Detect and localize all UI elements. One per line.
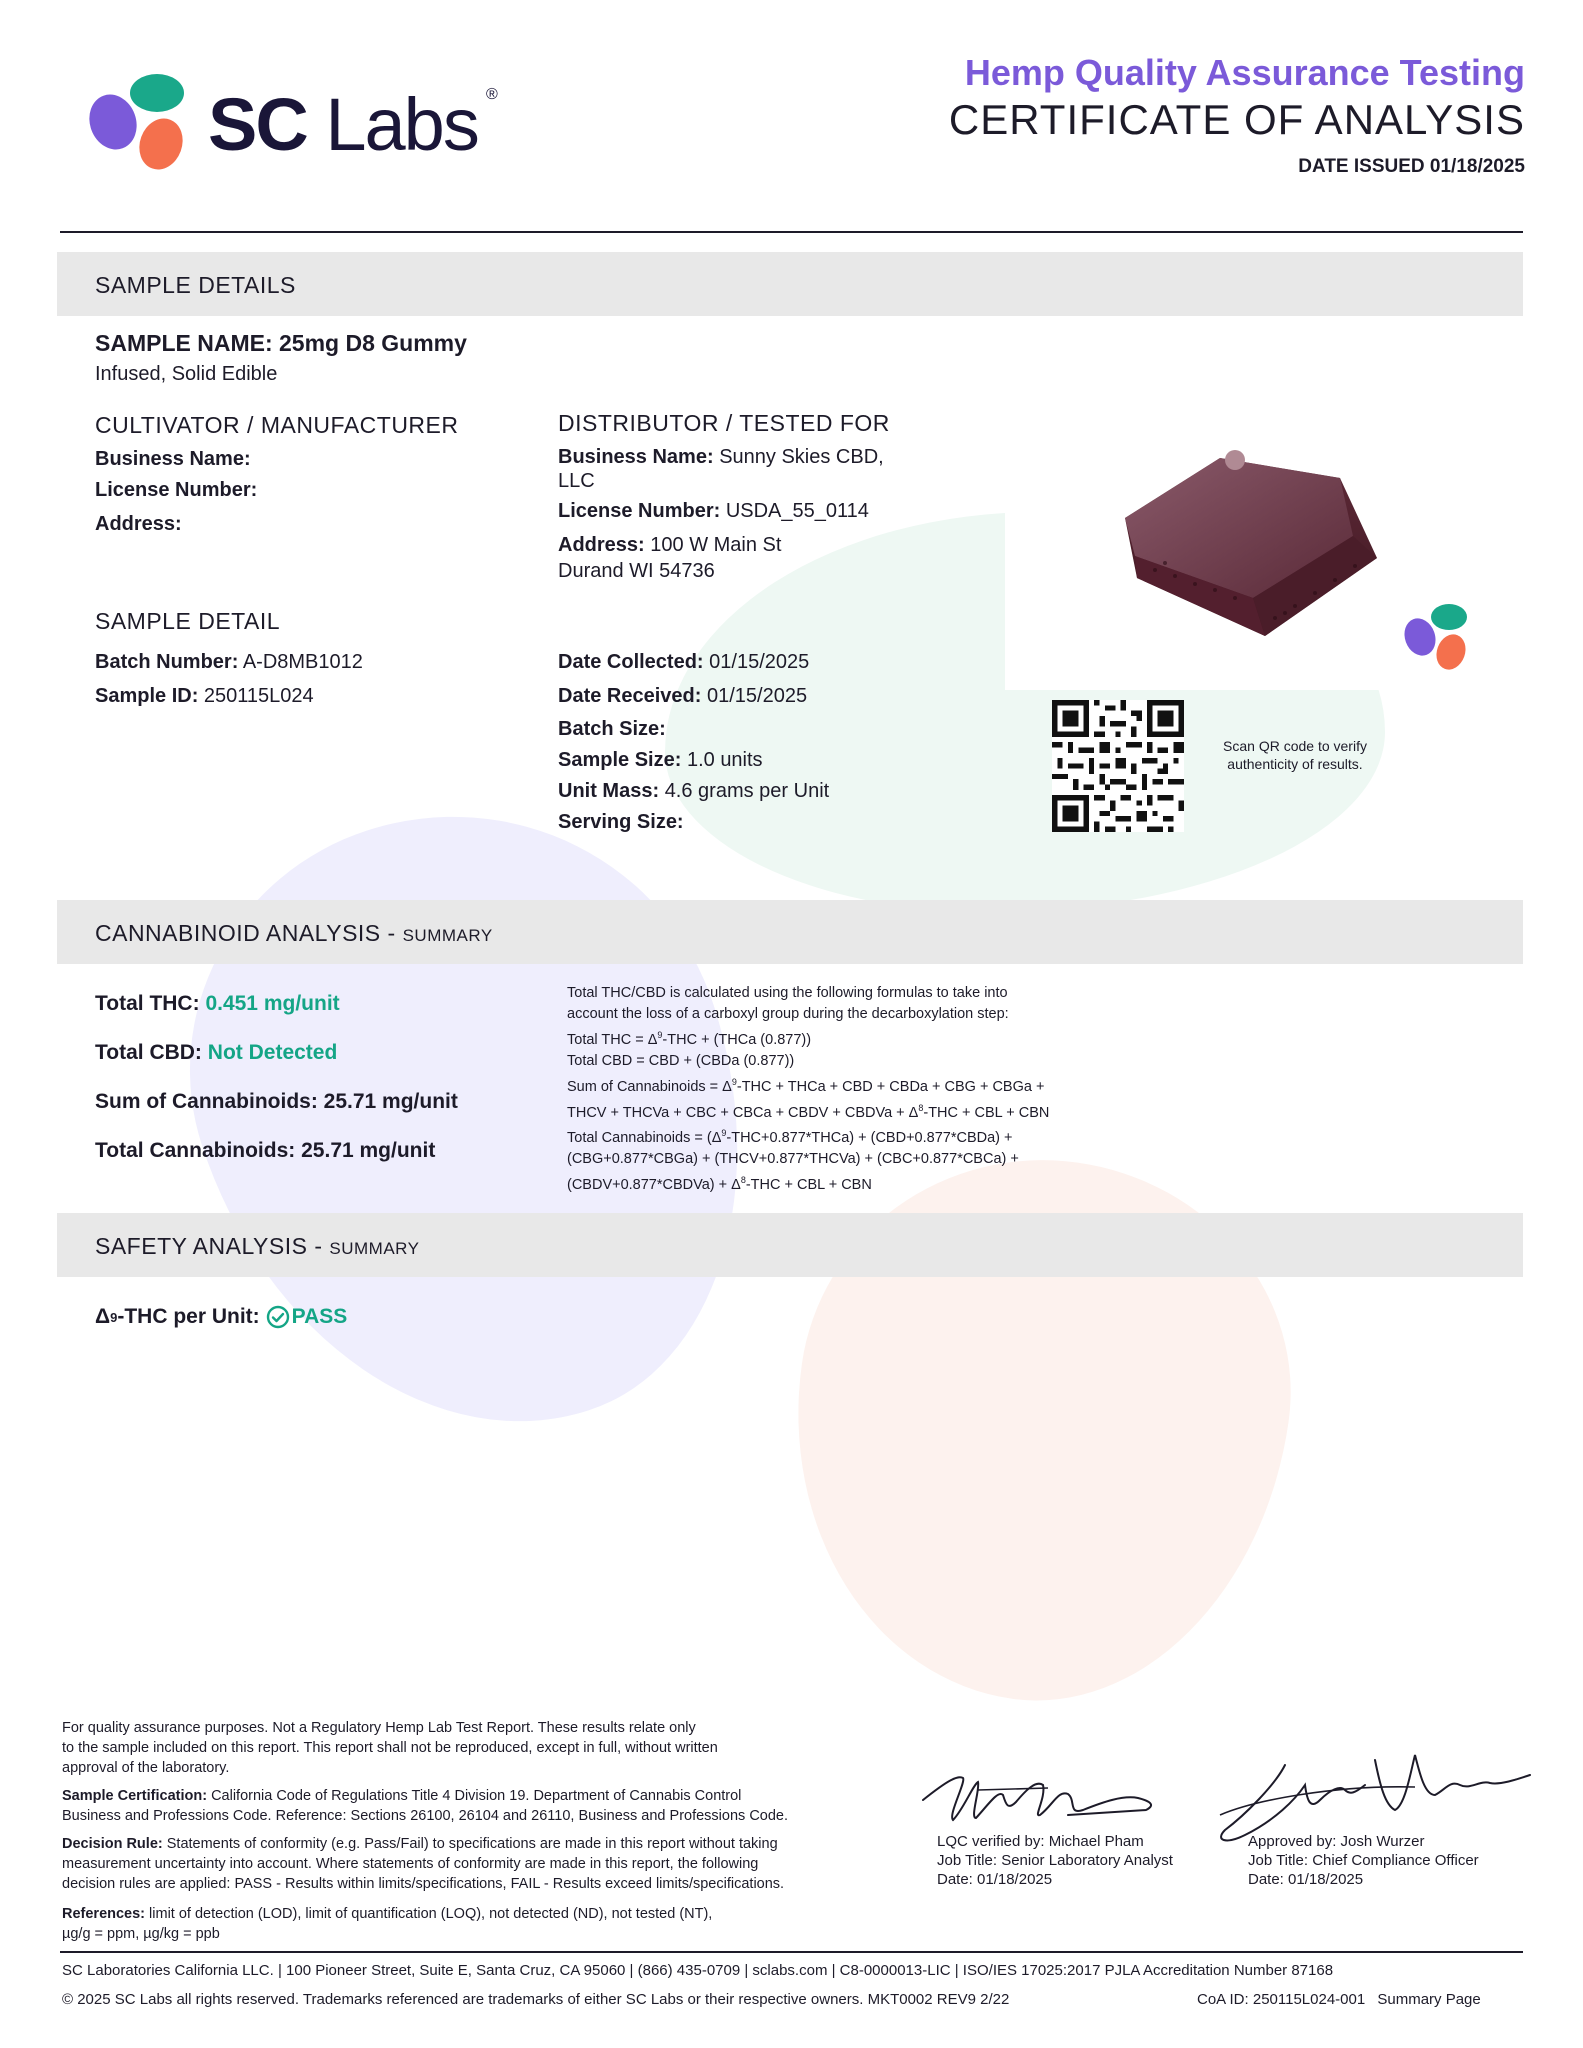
date-collected: Date Collected: 01/15/2025 bbox=[558, 651, 810, 673]
cultivator-address: Address: bbox=[95, 513, 182, 535]
copyright: © 2025 SC Labs all rights reserved. Trademarks referenced are trademarks of either SC Labs or their respective owners. MKT0002 REV9 2/22 bbox=[62, 1991, 1010, 2008]
distributor-license-number: License Number: USDA_55_0114 bbox=[558, 500, 869, 522]
sample-name: SAMPLE NAME: 25mg D8 Gummy bbox=[95, 330, 467, 356]
logo-mark-teal-dot bbox=[1431, 604, 1467, 630]
distributor-address: Address: 100 W Main St Durand WI 54736 bbox=[558, 534, 782, 582]
safety-analysis-bar bbox=[57, 1213, 1523, 1277]
qa-disclaimer: For quality assurance purposes. Not a Regulatory Hemp Lab Test Report. These results relate only to the sample included on this report. This report shall not be reproduced, except in full, without written approval of the laboratory. bbox=[62, 1720, 718, 1776]
company-info: SC Laboratories California LLC. | 100 Pioneer Street, Suite E, Santa Cruz, CA 95060 | (866) 435-0709 | sclabs.com | C8-0000013-LIC | ISO/IES 17025:2017 PJLA Accreditation Number 87168 bbox=[62, 1962, 1334, 1979]
header-subtitle: Hemp Quality Assurance Testing bbox=[964, 52, 1525, 93]
coa-id-line bbox=[1197, 1991, 1481, 2008]
cannabinoid-analysis-bar bbox=[57, 900, 1523, 964]
sc-labs-logo bbox=[90, 72, 520, 172]
unit-mass: Unit Mass: 4.6 grams per Unit bbox=[558, 780, 830, 802]
footer-divider bbox=[60, 1951, 1523, 1953]
pass-status: PASS bbox=[291, 1305, 348, 1328]
lqc-signatory: LQC verified by: Michael Pham Job Title: Senior Laboratory Analyst Date: 01/18/2025 bbox=[937, 1833, 1173, 1888]
date-issued: DATE ISSUED 01/18/2025 bbox=[1298, 156, 1525, 177]
cultivator-license-number: License Number: bbox=[95, 479, 258, 501]
serving-size: Serving Size: bbox=[558, 811, 684, 833]
total-thc: Total THC: 0.451 mg/unit bbox=[95, 992, 340, 1015]
sample-details-bar bbox=[57, 252, 1523, 316]
sample-detail-heading: SAMPLE DETAIL bbox=[95, 608, 281, 634]
qr-note: Scan QR code to verify authenticity of results. bbox=[1223, 738, 1367, 772]
product-image bbox=[1115, 438, 1385, 668]
approver-signatory: Approved by: Josh Wurzer Job Title: Chief Compliance Officer Date: 01/18/2025 bbox=[1248, 1833, 1479, 1888]
total-cbd: Total CBD: Not Detected bbox=[95, 1041, 338, 1064]
registered-mark: ® bbox=[486, 86, 498, 103]
sample-type: Infused, Solid Edible bbox=[95, 363, 278, 385]
sample-details-title: SAMPLE DETAILS bbox=[95, 272, 296, 298]
signature-michael-pham bbox=[918, 1760, 1168, 1840]
sum-of-cannabinoids: Sum of Cannabinoids: 25.71 mg/unit bbox=[95, 1090, 458, 1113]
sample-certification: Sample Certification: California Code of Regulations Title 4 Division 19. Department of Cannabis Control Business and Professions Code. Reference: Sections 26100, 26104 and 26110, Business and Professions Code. bbox=[62, 1788, 789, 1824]
distributor-heading: DISTRIBUTOR / TESTED FOR bbox=[558, 410, 890, 436]
decision-rule: Decision Rule: Statements of conformity (e.g. Pass/Fail) to specifications are made in this report without taking measurement uncertainty into account. Where statements of conformity are made in this report, the following decision rules are applied: PASS - Results within limits/specifications, FAIL - Results exceed limits/specifications. bbox=[62, 1836, 785, 1892]
sample-id: Sample ID: 250115L024 bbox=[95, 685, 314, 707]
logo-mark-small bbox=[1405, 604, 1477, 674]
cultivator-heading: CULTIVATOR / MANUFACTURER bbox=[95, 412, 459, 438]
logo-teal-dot bbox=[130, 74, 184, 112]
logo-orange-dot bbox=[132, 112, 189, 175]
cultivator-business-name: Business Name: bbox=[95, 448, 251, 470]
coa-id: CoA ID: 250115L024-001 bbox=[1197, 1991, 1366, 2008]
header-title: CERTIFICATE OF ANALYSIS bbox=[948, 96, 1525, 143]
safety-analysis-title: SAFETY ANALYSIS - SUMMARY bbox=[95, 1233, 420, 1259]
pass-check-icon bbox=[266, 1305, 290, 1329]
batch-number: Batch Number: A-D8MB1012 bbox=[95, 651, 363, 673]
qr-code[interactable] bbox=[1052, 700, 1184, 832]
logo-wordmark: SC Labs bbox=[208, 83, 478, 166]
total-cannabinoids: Total Cannabinoids: 25.71 mg/unit bbox=[95, 1139, 436, 1162]
page-label: Summary Page bbox=[1377, 1991, 1481, 2008]
cannabinoid-analysis-title: CANNABINOID ANALYSIS - SUMMARY bbox=[95, 920, 493, 946]
header-divider bbox=[60, 231, 1523, 233]
date-received: Date Received: 01/15/2025 bbox=[558, 685, 808, 707]
d9-thc-per-unit: Δ 9 -THC per Unit: PASS bbox=[95, 1305, 348, 1328]
sample-size: Sample Size: 1.0 units bbox=[558, 749, 763, 771]
batch-size: Batch Size: bbox=[558, 718, 666, 740]
distributor-business-name: Business Name: Sunny Skies CBD, LLC bbox=[558, 446, 884, 492]
calculation-formulas: Total THC/CBD is calculated using the following formulas to take into account the loss of a carboxyl group during the decarboxylation step: Total THC = $\Delta^9$-THC + (THCa (0.877)) Total CBD = CBD + (CBDa (0.877)) Sum of Cannabinoids = $\Delta^9$-THC + THCa + CBD + CBDa + CBG + CBGa + THCV + THCVa + CBC + CBCa + CBDV + CBDVa + $\Delta^8$-THC + CBL + CBN Total Cannabinoids = $(\Delta^9-THC+0.877*THCa)$ + (CBD+0.877*CBDa) + (CBG+0.877*CBGa) + (THCV+0.877*THCVa) + (CBC+0.877*CBCa) + (CBDV+0.877*CBDVa) + $\Delta^8$-THC + CBL + CBN bbox=[567, 985, 1050, 1194]
references: References: limit of detection (LOD), limit of quantification (LOQ), not detected (ND), not tested (NT), µg/g = ppm, µg/kg = ppb bbox=[62, 1906, 713, 1942]
logo-mark-orange-dot bbox=[1432, 630, 1471, 673]
